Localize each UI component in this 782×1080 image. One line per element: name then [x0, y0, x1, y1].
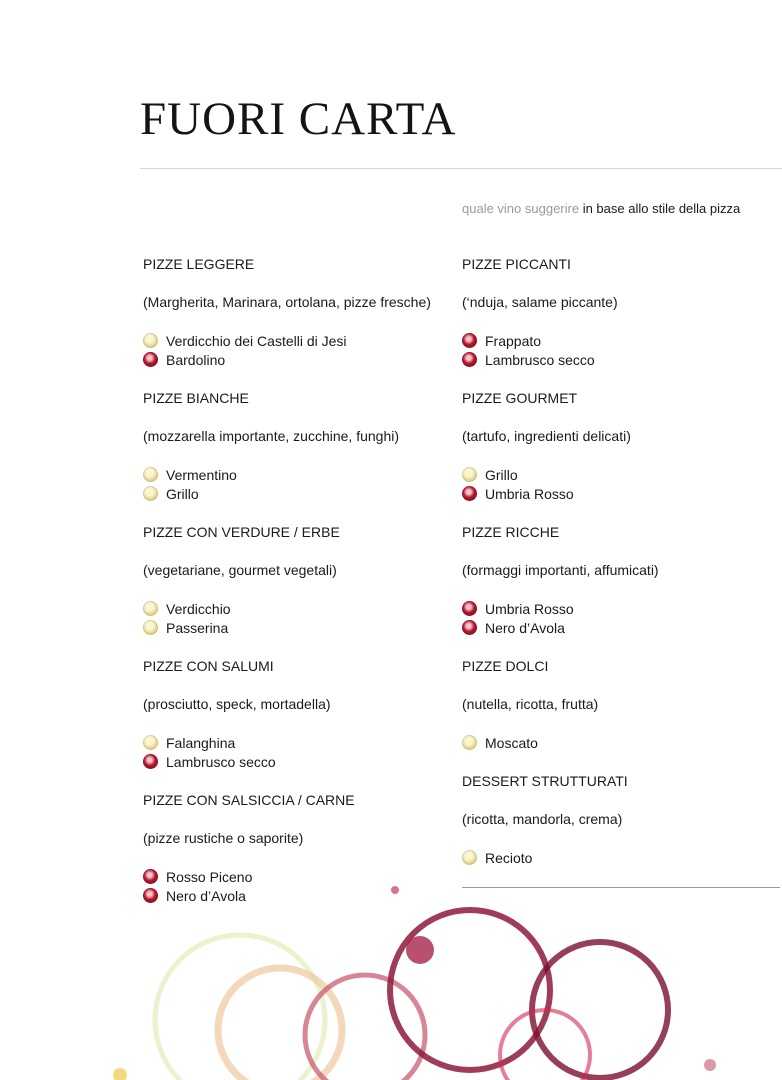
- section-description: (ricotta, mandorla, crema): [462, 811, 623, 827]
- wine-name: Umbria Rosso: [485, 600, 574, 617]
- wine-list: [462, 599, 772, 637]
- wine-item: [462, 599, 772, 618]
- white-wine-glass-icon: [143, 467, 158, 482]
- wine-name: Rosso Piceno: [166, 868, 253, 885]
- section-title: PIZZE CON VERDURE / ERBE: [143, 524, 340, 540]
- wine-name: Frappato: [485, 332, 542, 349]
- white-wine-glass-icon: [462, 735, 477, 750]
- red-wine-glass-icon: [462, 601, 477, 616]
- white-wine-glass-icon: [143, 333, 158, 348]
- wine-item: [462, 350, 772, 369]
- wine-list: [143, 733, 453, 771]
- wine-list: [462, 331, 772, 369]
- wine-list: [462, 848, 772, 867]
- wine-name: Vermentino: [166, 466, 237, 483]
- wine-item: [143, 752, 453, 771]
- white-wine-glass-icon: [143, 486, 158, 501]
- white-wine-glass-icon: [462, 467, 477, 482]
- section-description: (vegetariane, gourmet vegetali): [143, 562, 337, 578]
- section-pizze-con-salumi: [143, 657, 453, 771]
- wine-item: [462, 733, 772, 752]
- wine-item: [462, 618, 772, 637]
- subtitle-dark: in base allo stile della pizza: [582, 201, 741, 216]
- section-pizze-con-verdure-erbe: [143, 523, 453, 637]
- red-wine-glass-icon: [462, 352, 477, 367]
- white-wine-glass-icon: [143, 601, 158, 616]
- red-wine-glass-icon: [462, 486, 477, 501]
- left-column: [143, 255, 453, 925]
- section-title: PIZZE LEGGERE: [143, 256, 255, 272]
- wine-item: [462, 484, 772, 503]
- section-pizze-piccanti: [462, 255, 772, 369]
- wine-item: [462, 331, 772, 350]
- section-description: (prosciutto, speck, mortadella): [143, 696, 331, 712]
- wine-name: Falanghina: [166, 734, 236, 751]
- section-description: (tartufo, ingredienti delicati): [462, 428, 631, 444]
- wine-list: [462, 733, 772, 752]
- right-column: [462, 255, 772, 887]
- subtitle-muted: quale vino suggerire: [462, 201, 580, 216]
- red-wine-glass-icon: [143, 352, 158, 367]
- wine-name: Lambrusco secco: [485, 351, 595, 368]
- red-wine-glass-icon: [143, 754, 158, 769]
- wine-list: [143, 331, 453, 369]
- section-title: PIZZE RICCHE: [462, 524, 560, 540]
- section-description: (Margherita, Marinara, ortolana, pizze fresche): [143, 294, 431, 310]
- section-pizze-ricche: [462, 523, 772, 637]
- section-description: (nutella, ricotta, frutta): [462, 696, 599, 712]
- section-pizze-leggere: [143, 255, 453, 369]
- section-pizze-bianche: [143, 389, 453, 503]
- section-title: PIZZE DOLCI: [462, 658, 549, 674]
- top-divider: [140, 168, 782, 169]
- section-title: PIZZE BIANCHE: [143, 390, 249, 406]
- white-wine-glass-icon: [143, 735, 158, 750]
- red-wine-glass-icon: [462, 333, 477, 348]
- wine-name: Lambrusco secco: [166, 753, 276, 770]
- section-title: PIZZE CON SALSICCIA / CARNE: [143, 792, 355, 808]
- section-description: (formaggi importanti, affumicati): [462, 562, 659, 578]
- wine-name: Verdicchio: [166, 600, 231, 617]
- wine-item: [462, 465, 772, 484]
- section-title: PIZZE PICCANTI: [462, 256, 571, 272]
- wine-item: [143, 484, 453, 503]
- wine-name: Passerina: [166, 619, 229, 636]
- wine-item: [143, 618, 453, 637]
- wine-item: [143, 599, 453, 618]
- wine-name: Grillo: [166, 485, 199, 502]
- wine-name: Bardolino: [166, 351, 226, 368]
- wine-list: [143, 599, 453, 637]
- wine-stain-decoration: [0, 880, 782, 1080]
- page-title: FUORI CARTA: [140, 93, 457, 145]
- wine-list: [462, 465, 772, 503]
- wine-item: [143, 350, 453, 369]
- wine-name: Grillo: [485, 466, 518, 483]
- section-dessert-strutturati: [462, 772, 772, 867]
- wine-name: Umbria Rosso: [485, 485, 574, 502]
- subtitle: [462, 201, 740, 216]
- section-description: (pizze rustiche o saporite): [143, 830, 304, 846]
- wine-name: Moscato: [485, 734, 538, 751]
- white-wine-glass-icon: [462, 850, 477, 865]
- section-description: (‘nduja, salame piccante): [462, 294, 618, 310]
- wine-name: Nero d’Avola: [166, 887, 246, 904]
- wine-item: [143, 733, 453, 752]
- wine-item: [143, 331, 453, 350]
- section-pizze-dolci: [462, 657, 772, 752]
- section-title: DESSERT STRUTTURATI: [462, 773, 628, 789]
- white-wine-glass-icon: [143, 620, 158, 635]
- section-title: PIZZE GOURMET: [462, 390, 578, 406]
- wine-list: [143, 465, 453, 503]
- wine-item: [462, 848, 772, 867]
- section-pizze-gourmet: [462, 389, 772, 503]
- red-wine-glass-icon: [462, 620, 477, 635]
- wine-name: Nero d’Avola: [485, 619, 565, 636]
- section-description: (mozzarella importante, zucchine, funghi): [143, 428, 400, 444]
- wine-name: Recioto: [485, 849, 533, 866]
- section-title: PIZZE CON SALUMI: [143, 658, 274, 674]
- wine-item: [143, 465, 453, 484]
- wine-name: Verdicchio dei Castelli di Jesi: [166, 332, 347, 349]
